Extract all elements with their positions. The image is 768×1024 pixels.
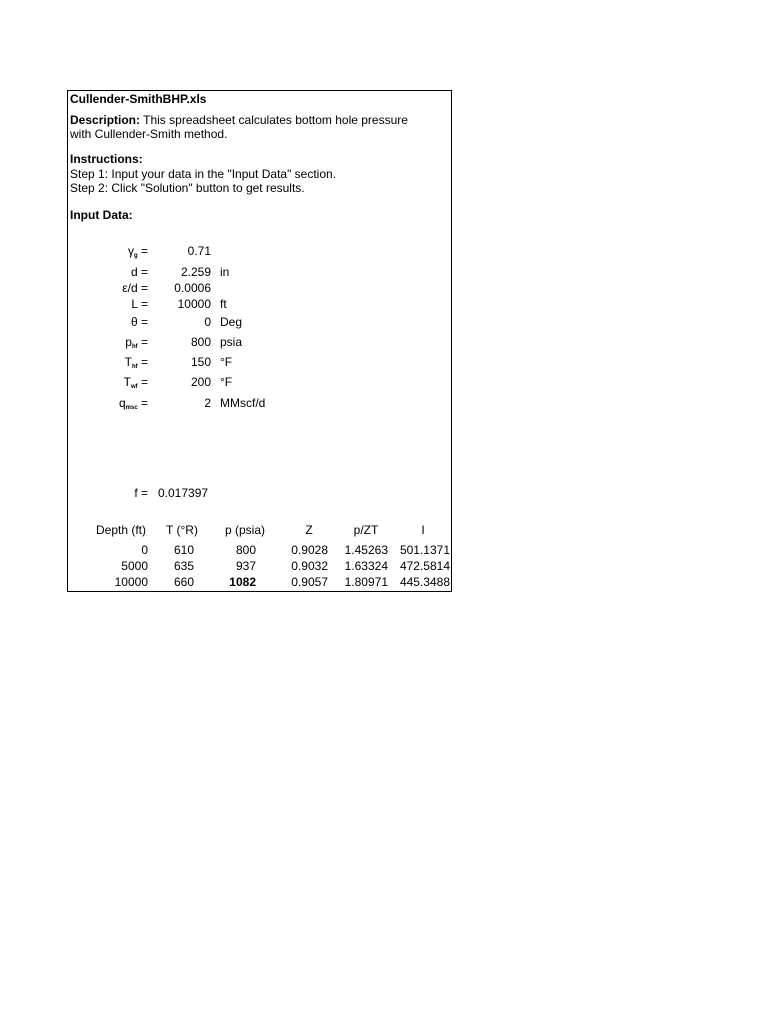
cell-temperature: 610: [173, 543, 194, 557]
input-value[interactable]: 2: [204, 396, 211, 410]
input-symbol: $T_{hf}$ =: [124, 355, 148, 370]
input-unit: in: [220, 265, 230, 279]
input-value[interactable]: 0.71: [187, 244, 211, 258]
input-unit: °F: [220, 375, 233, 389]
cell-temperature: 660: [173, 575, 194, 589]
spreadsheet-sheet: [67, 90, 452, 592]
description-text-2: with Cullender-Smith method.: [70, 127, 228, 141]
input-symbol: L =: [131, 297, 148, 311]
input-symbol: d =: [130, 265, 148, 279]
input-value[interactable]: 10000: [177, 297, 211, 311]
instruction-step-1: Step 1: Input your data in the "Input Data" section.: [70, 167, 337, 181]
cell-z: 0.9057: [291, 575, 328, 589]
input-symbol: $q_{msc}$ =: [118, 396, 148, 411]
input-value[interactable]: 150: [190, 355, 211, 369]
header-temperature: T (°R): [166, 523, 198, 537]
cell-z: 0.9032: [291, 559, 328, 573]
header-depth: Depth (ft): [95, 523, 146, 537]
input-value[interactable]: 800: [190, 335, 211, 349]
cell-temperature: 635: [173, 559, 194, 573]
instructions-label: Instructions:: [70, 152, 143, 166]
input-data-label: Input Data:: [70, 208, 133, 222]
input-symbol: $\gamma_g$ =: [127, 244, 148, 259]
friction-factor-value: 0.017397: [158, 486, 209, 500]
input-value[interactable]: 0: [204, 315, 211, 329]
friction-factor-label: f =: [134, 486, 148, 500]
input-symbol: θ =: [130, 315, 148, 329]
cell-p-zt: 1.80971: [344, 575, 388, 589]
cell-z: 0.9028: [291, 543, 328, 557]
cell-depth: 0: [141, 543, 148, 557]
description-line-1: [70, 113, 408, 127]
input-value[interactable]: 200: [190, 375, 211, 389]
cell-pressure: 800: [235, 543, 256, 557]
description-text-1: This spreadsheet calculates bottom hole pressure: [143, 113, 408, 127]
cell-p-zt: 1.63324: [344, 559, 388, 573]
header-i: I: [421, 523, 425, 537]
description-label: Description:: [70, 113, 141, 127]
input-unit: ft: [220, 297, 227, 311]
cell-depth: 10000: [114, 575, 148, 589]
header-p-zt: p/ZT: [353, 523, 379, 537]
cell-i: 445.3488: [399, 575, 450, 589]
cell-i: 472.5814: [399, 559, 450, 573]
cell-bottom-hole-pressure: 1082: [229, 575, 256, 589]
input-unit: °F: [220, 355, 233, 369]
cell-i: 501.1371: [399, 543, 450, 557]
cell-pressure: 937: [235, 559, 256, 573]
header-pressure: p (psia): [224, 523, 265, 537]
input-symbol: ε/d =: [122, 281, 148, 295]
cell-p-zt: 1.45263: [344, 543, 388, 557]
cell-depth: 5000: [121, 559, 148, 573]
input-symbol: $p_{hf}$ =: [125, 335, 148, 350]
instruction-step-2: Step 2: Click "Solution" button to get results.: [70, 181, 305, 195]
header-z: Z: [305, 523, 313, 537]
input-unit: psia: [220, 335, 243, 349]
file-name: Cullender-SmithBHP.xls: [70, 92, 207, 106]
input-unit: Deg: [220, 315, 243, 329]
input-unit: MMscf/d: [220, 396, 266, 410]
input-value[interactable]: 0.0006: [174, 281, 211, 295]
input-value[interactable]: 2.259: [180, 265, 211, 279]
input-symbol: $T_{wf}$ =: [123, 375, 148, 390]
